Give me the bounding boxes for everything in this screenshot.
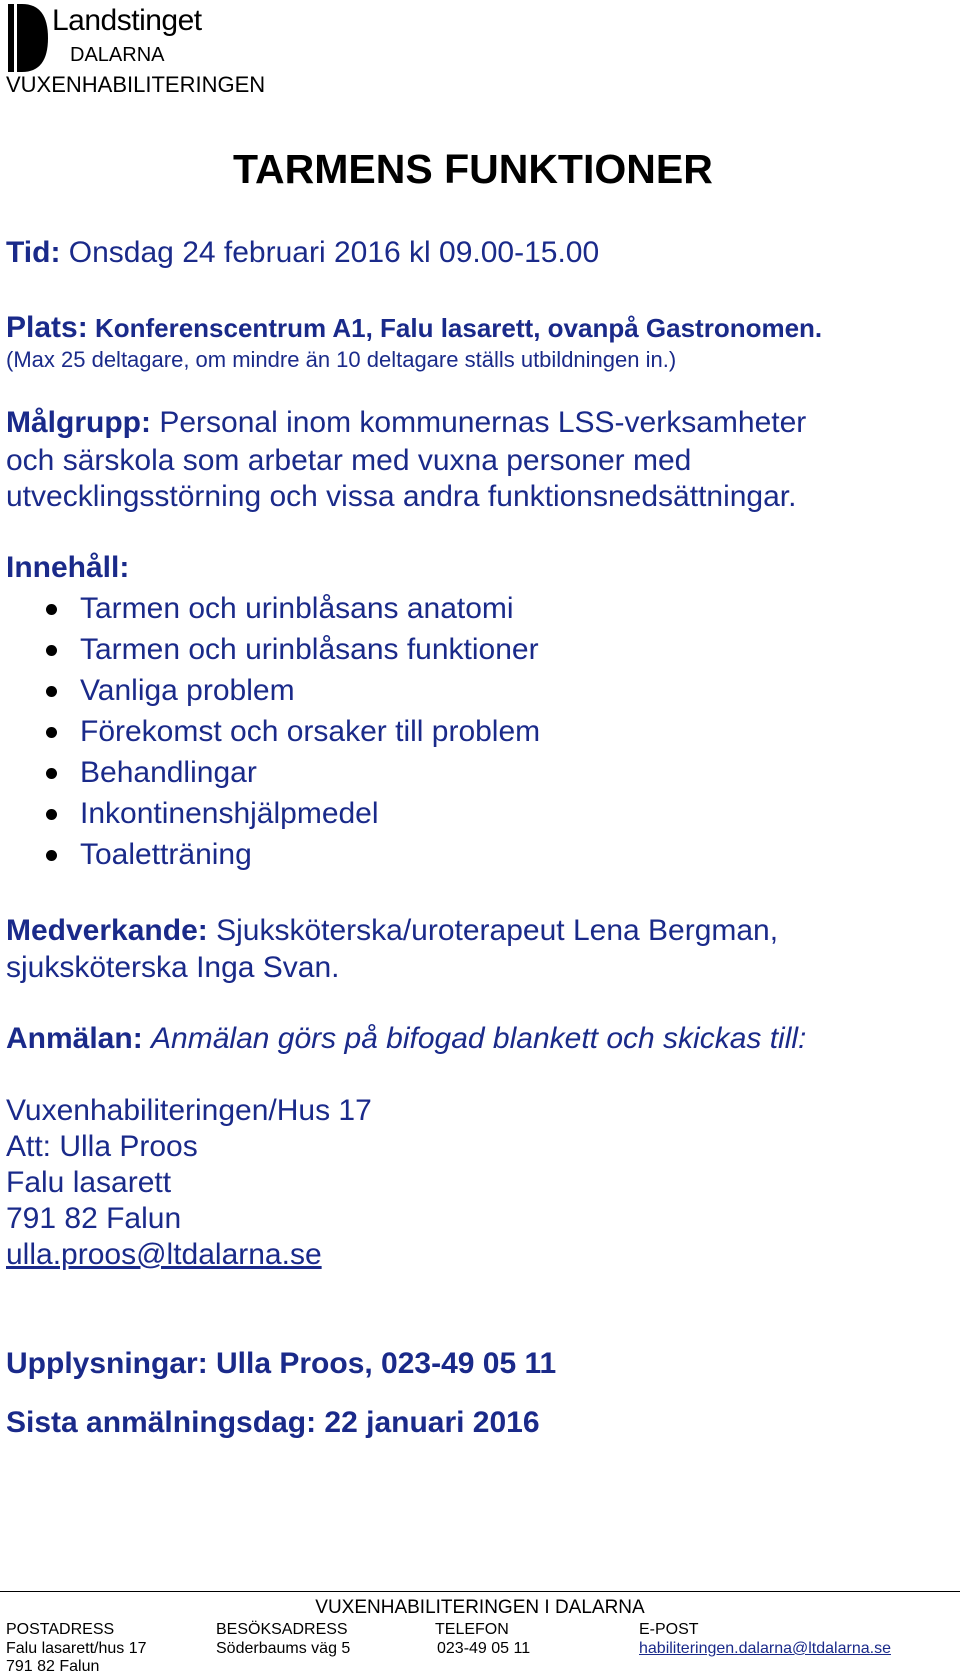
footer-besok-label: BESÖKSADRESS [216,1621,348,1638]
logo-region: DALARNA [70,44,165,66]
place-note: (Max 25 deltagare, om mindre än 10 deltagare ställs utbildningen in.) [6,347,677,372]
content-label: Innehåll: [6,551,130,584]
list-item: Vanliga problem [40,670,540,711]
target-group-line1 [6,406,806,440]
address-line1: Vuxenhabiliteringen/Hus 17 [6,1094,372,1127]
time-row [6,236,599,270]
target-group-line2: och särskola som arbetar med vuxna personer med [6,444,692,477]
email-link[interactable]: ulla.proos@ltdalarna.se [6,1238,322,1271]
footer-postadress-line1: Falu lasarett/hus 17 [6,1640,147,1657]
time-label: Tid: [6,236,61,269]
footer-besok-value: Söderbaums väg 5 [216,1640,351,1657]
logo-wordmark: Landstinget [52,4,202,37]
list-item: Tarmen och urinblåsans anatomi [40,588,540,629]
landstinget-logo-icon [8,4,48,72]
list-item: Inkontinenshjälpmedel [40,793,540,834]
address-line3: Falu lasarett [6,1166,172,1199]
registration-text: Anmälan görs på bifogad blankett och skickas till: [151,1022,807,1055]
footer-org: VUXENHABILITERINGEN I DALARNA [315,1597,645,1618]
list-item: Tarmen och urinblåsans funktioner [40,629,540,670]
unit-name: VUXENHABILITERINGEN [6,72,266,97]
footer-telefon-value: 023-49 05 11 [437,1640,531,1657]
list-item: Behandlingar [40,752,540,793]
footer-telefon-label: TELEFON [435,1621,509,1638]
place-label: Plats: [6,311,88,344]
participants-text: Sjuksköterska/uroterapeut Lena Bergman, [216,914,779,947]
place-value: Konferenscentrum A1, Falu lasarett, ovanpå Gastronomen. [94,313,823,343]
footer-postadress-label: POSTADRESS [6,1621,115,1638]
place-row [6,311,822,345]
address-line4: 791 82 Falun [6,1202,182,1235]
registration-label: Anmälan: [6,1022,143,1055]
footer-divider [0,1591,960,1592]
time-value: Onsdag 24 februari 2016 kl 09.00-15.00 [68,236,600,269]
info-line: Upplysningar: Ulla Proos, 023-49 05 11 [6,1347,557,1380]
target-group-label: Målgrupp: [6,406,151,439]
page-title: TARMENS FUNKTIONER [233,146,713,192]
address-line2: Att: Ulla Proos [6,1130,198,1163]
footer-epost-label: E-POST [639,1621,699,1638]
list-item: Förekomst och orsaker till problem [40,711,540,752]
list-item: Toaletträning [40,834,540,875]
registration-row [6,1022,806,1056]
participants-line1 [6,914,778,948]
participants-label: Medverkande: [6,914,208,947]
deadline-line: Sista anmälningsdag: 22 januari 2016 [6,1406,540,1439]
content-list [40,588,540,875]
footer-postadress-line2: 791 82 Falun [6,1658,100,1675]
footer-email-link[interactable]: habiliteringen.dalarna@ltdalarna.se [639,1640,891,1657]
participants-line2: sjuksköterska Inga Svan. [6,951,340,984]
target-group-line3: utvecklingsstörning och vissa andra funktionsnedsättningar. [6,480,797,513]
target-group-text: Personal inom kommunernas LSS-verksamheter [159,406,807,439]
